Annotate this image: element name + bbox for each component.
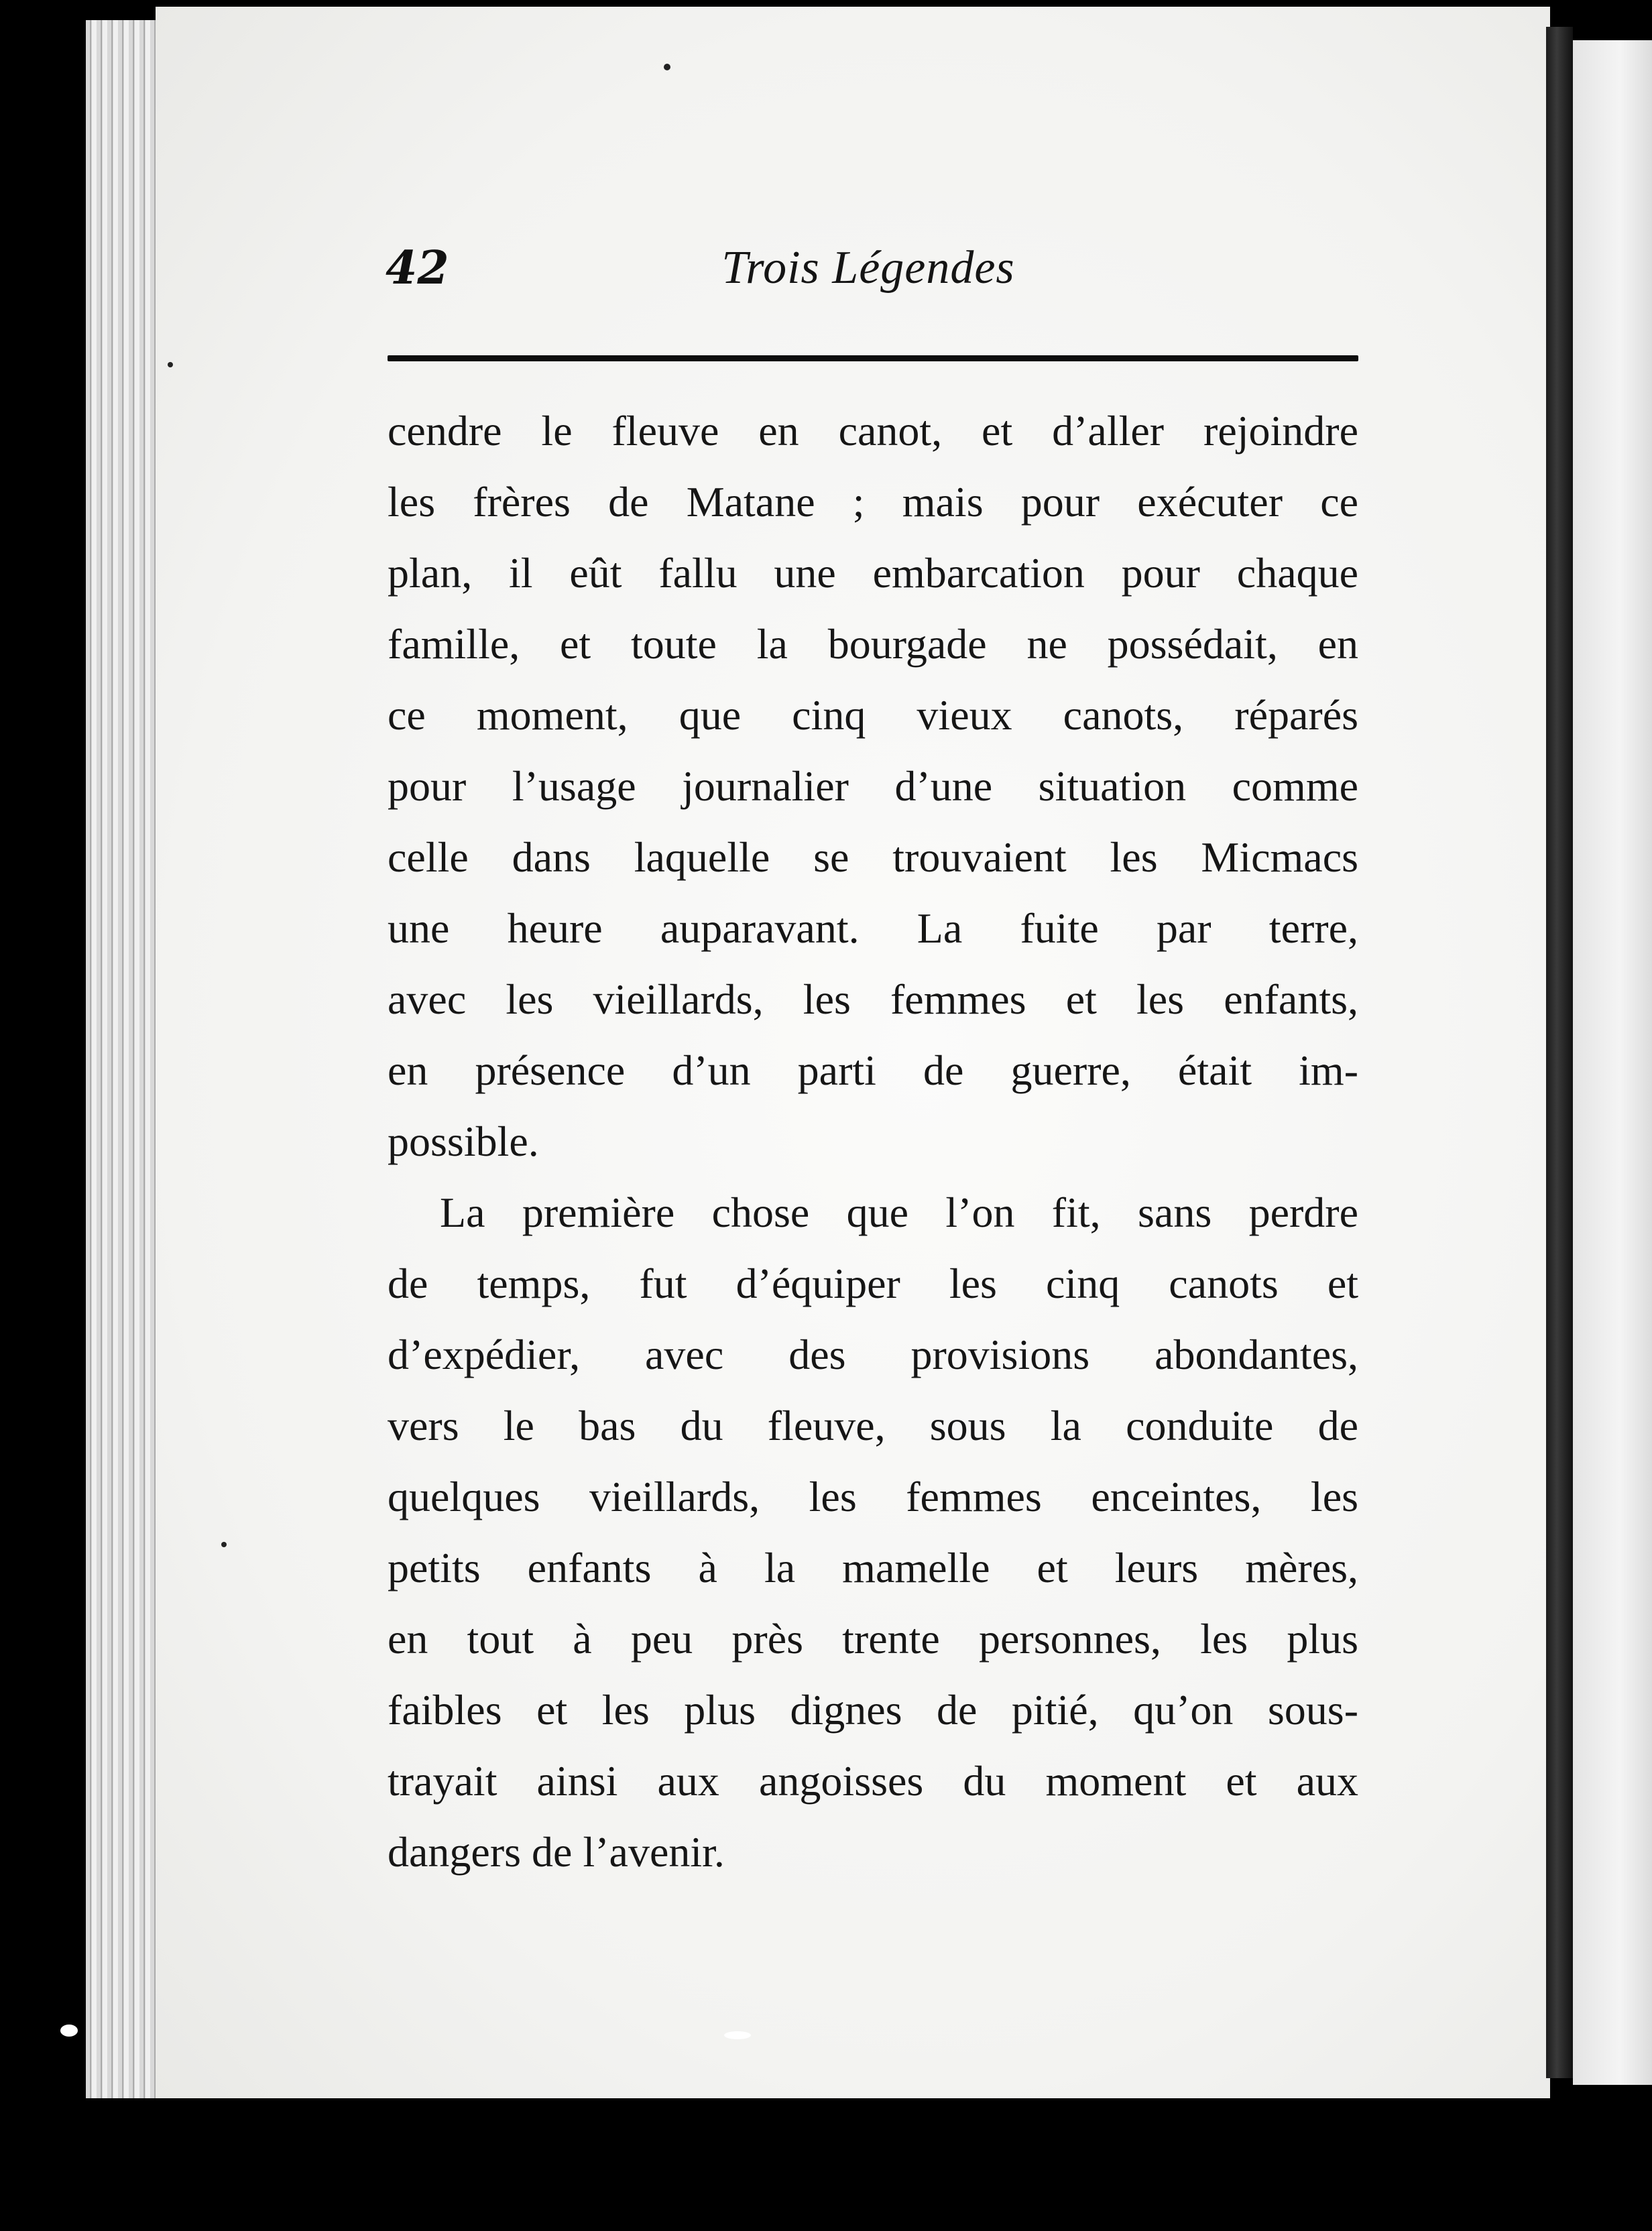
body-text: [388, 396, 1358, 1888]
dust-mark: [60, 2025, 78, 2037]
text-line: pour l’usage journalier d’une situation comme: [388, 762, 1358, 810]
text-line: de temps, fut d’équiper les cinq canots et: [388, 1260, 1358, 1307]
text-line: famille, et toute la bourgade ne possédait, en: [388, 620, 1358, 668]
text-line: les frères de Matane ; mais pour exécuter ce: [388, 478, 1358, 526]
book-gutter: [1546, 27, 1573, 2078]
dust-mark: [724, 2031, 751, 2039]
ink-speck: [221, 1542, 227, 1547]
page-number: 42: [386, 241, 449, 295]
text-line: ce moment, que cinq vieux canots, réparés: [388, 691, 1358, 739]
text-line: quelques vieillards, les femmes enceintes, les: [388, 1473, 1358, 1520]
text-line: possible.: [388, 1118, 539, 1165]
text-line: en tout à peu près trente personnes, les plus: [388, 1615, 1358, 1663]
text-line: vers le bas du fleuve, sous la conduite de: [388, 1402, 1358, 1449]
running-title: Trois Légendes: [721, 242, 1015, 294]
text-line: avec les vieillards, les femmes et les enfants,: [388, 975, 1358, 1023]
header-rule: [388, 355, 1358, 361]
text-line: faibles et les plus dignes de pitié, qu’on sous-: [388, 1686, 1358, 1734]
text-line: La première chose que l’on fit, sans perdre: [440, 1189, 1358, 1236]
text-line: une heure auparavant. La fuite par terre,: [388, 904, 1358, 952]
text-line: en présence d’un parti de guerre, était im-: [388, 1046, 1358, 1094]
paragraph: [388, 1177, 1358, 1888]
ink-speck: [664, 64, 670, 70]
ink-speck: [168, 362, 173, 367]
text-line: plan, il eût fallu une embarcation pour chaque: [388, 549, 1358, 597]
text-line: dangers de l’avenir.: [388, 1828, 725, 1876]
text-line: trayait ainsi aux angoisses du moment et aux: [388, 1757, 1358, 1805]
facing-page-edge: [1573, 40, 1652, 2085]
paragraph: [388, 396, 1358, 1177]
text-line: d’expédier, avec des provisions abondantes,: [388, 1331, 1358, 1378]
page-header: [386, 241, 1351, 302]
text-line: celle dans laquelle se trouvaient les Micmacs: [388, 833, 1358, 881]
text-line: cendre le fleuve en canot, et d’aller rejoindre: [388, 407, 1358, 455]
text-line: petits enfants à la mamelle et leurs mères,: [388, 1544, 1358, 1591]
